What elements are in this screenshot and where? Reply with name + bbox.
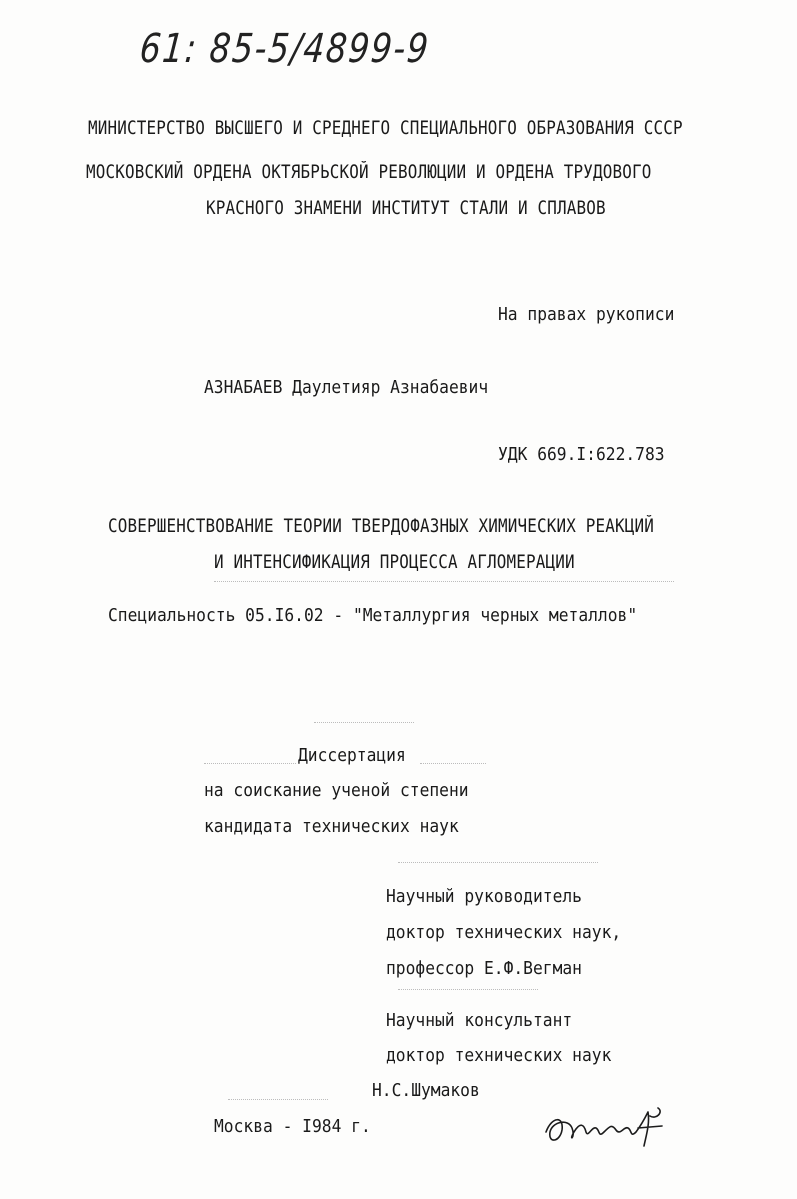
archive-number: 61: 85-5/4899-9 xyxy=(138,26,432,72)
dissertation-field-line: кандидата технических наук xyxy=(204,817,459,837)
rights-note: На правах рукописи xyxy=(498,305,675,325)
dotted-rule-b xyxy=(204,763,296,765)
ministry-line: МИНИСТЕРСТВО ВЫСШЕГО И СРЕДНЕГО СПЕЦИАЛЬНОГО ОБРАЗОВАНИЯ СССР xyxy=(88,118,683,139)
author-name: АЗНАБАЕВ Даулетияр Азнабаевич xyxy=(204,378,489,398)
dotted-rule-d xyxy=(398,862,598,864)
dotted-rule-a xyxy=(314,722,414,724)
dissertation-heading: Диссертация xyxy=(298,746,406,766)
consultant-degree: доктор технических наук xyxy=(386,1046,612,1066)
supervisor-role: Научный руководитель xyxy=(386,887,582,907)
supervisor-name: профессор Е.Ф.Вегман xyxy=(386,959,582,979)
title-dotted-rule xyxy=(214,581,674,583)
supervisor-degree: доктор технических наук, xyxy=(386,923,622,943)
dissertation-degree-line: на соискание ученой степени xyxy=(204,781,469,801)
dotted-rule-f xyxy=(228,1099,328,1101)
udk-code: УДК 669.I:622.783 xyxy=(498,445,665,465)
thesis-title-line-2: И ИНТЕНСИФИКАЦИЯ ПРОЦЕССА АГЛОМЕРАЦИИ xyxy=(214,552,575,573)
institute-line-2: КРАСНОГО ЗНАМЕНИ ИНСТИТУТ СТАЛИ И СПЛАВОВ xyxy=(206,198,606,219)
dotted-rule-c xyxy=(420,763,486,765)
place-and-year: Москва - I984 г. xyxy=(214,1117,371,1137)
consultant-name: Н.С.Шумаков xyxy=(372,1081,480,1101)
dotted-rule-e xyxy=(398,989,538,991)
institute-line-1: МОСКОВСКИЙ ОРДЕНА ОКТЯБРЬСКОЙ РЕВОЛЮЦИИ И ОРДЕНА ТРУДОВОГО xyxy=(86,162,652,183)
signature-icon xyxy=(538,1102,673,1154)
thesis-title-line-1: СОВЕРШЕНСТВОВАНИЕ ТЕОРИИ ТВЕРДОФАЗНЫХ ХИМИЧЕСКИХ РЕАКЦИЙ xyxy=(108,516,655,537)
specialty-line: Специальность 05.I6.02 - "Металлургия черных металлов" xyxy=(108,606,638,626)
consultant-role: Научный консультант xyxy=(386,1011,573,1031)
